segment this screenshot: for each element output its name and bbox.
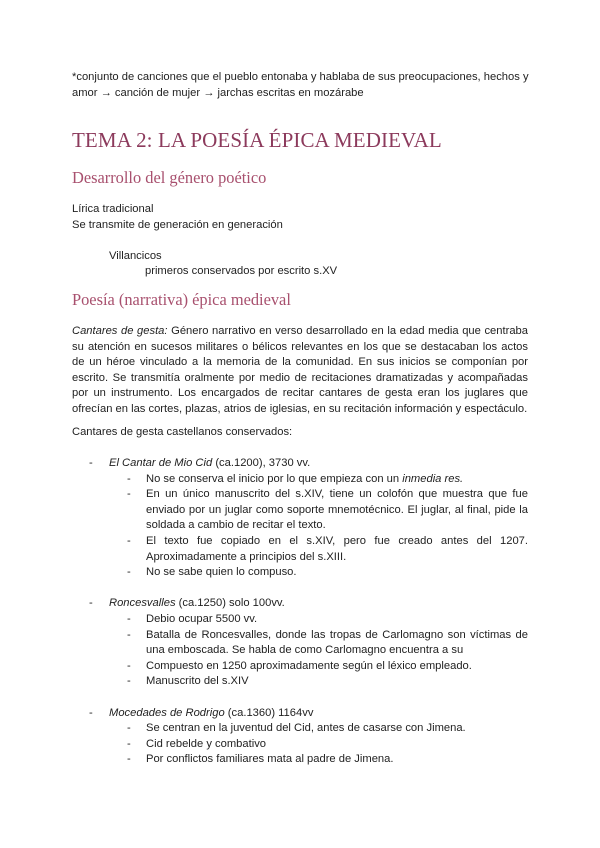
page-title: TEMA 2: LA POESÍA ÉPICA MEDIEVAL bbox=[72, 128, 442, 152]
definition-paragraph bbox=[72, 324, 528, 418]
point-text: No se sabe quien lo compuso. bbox=[146, 566, 297, 579]
section-desarrollo-body bbox=[72, 202, 528, 280]
list-item bbox=[109, 674, 528, 690]
point-text: Debio ocupar 5500 vv. bbox=[146, 612, 258, 625]
cantar-meta: (ca.1250) solo 100vv. bbox=[175, 597, 285, 610]
point-text: Batalla de Roncesvalles, donde las tropas de Carlomagno son víctimas de una emboscada. Se habla de como Carlomagno encuentra a su bbox=[146, 628, 528, 657]
transmision-line: Se transmite de generación en generación bbox=[72, 218, 283, 231]
definition-term: Cantares de gesta: bbox=[72, 325, 168, 337]
villancicos-note: primeros conservados por escrito s.XV bbox=[145, 265, 338, 278]
list-item bbox=[109, 737, 528, 753]
dash-marker: - bbox=[127, 566, 131, 579]
list-item bbox=[109, 487, 528, 534]
section-heading-poesia-epica: Poesía (narrativa) épica medieval bbox=[72, 290, 291, 309]
cantar-title: Roncesvalles bbox=[109, 597, 176, 610]
point-text: Cid rebelde y combativo bbox=[146, 737, 267, 750]
list-item bbox=[109, 721, 528, 737]
dash-marker: - bbox=[127, 628, 131, 641]
cantar-title: El Cantar de Mio Cid bbox=[109, 457, 213, 469]
section-heading-desarrollo: Desarrollo del género poético bbox=[72, 168, 267, 187]
dash-marker: - bbox=[89, 706, 93, 719]
definition-text: Género narrativo en verso desarrollado en la edad media que centraba su atención en sucesos militares o bélicos relevantes en los que se destacaban los actos de un héroe vinculado a la memoria de la comunidad. En sus inicios se componían por escrito. Se transmitía oralmente por medio de recitaciones dramatizadas y acompañadas por un instrumento. Los encargados de recitar cantares de gesta eran los juglares que ofrecían en las cortes, plazas, atrios de iglesias, en su recitación información y espectáculo. bbox=[72, 325, 528, 415]
cantar-title: Mocedades de Rodrigo bbox=[109, 706, 225, 719]
list-item-mio-cid bbox=[72, 456, 528, 581]
list-item bbox=[109, 472, 528, 488]
dash-marker: - bbox=[127, 675, 131, 688]
cantar-meta: (ca.1200), 3730 vv. bbox=[212, 457, 311, 469]
point-text: En un único manuscrito del s.XIV, tiene un colofón que muestra que fue enviado por un juglar como soporte mnemotécnico. El juglar, al final, pide la soldada a cambio de recitar el texto. bbox=[146, 488, 528, 532]
villancicos-line: Villancicos bbox=[109, 249, 162, 262]
dash-marker: - bbox=[89, 597, 93, 610]
dash-marker: - bbox=[127, 659, 131, 672]
list-item bbox=[109, 565, 528, 581]
dash-marker: - bbox=[127, 534, 131, 547]
list-item-roncesvalles bbox=[72, 596, 528, 690]
list-item bbox=[109, 612, 528, 628]
lirica-line: Lírica tradicional bbox=[72, 203, 154, 215]
point-text: El texto fue copiado en el s.XIV, pero fue creado antes del 1207. Aproximadamente a principios del s.XIII. bbox=[146, 534, 528, 563]
point-text: Se centran en la juventud del Cid, antes de casarse con Jimena. bbox=[146, 722, 466, 735]
sub-list bbox=[109, 612, 528, 690]
point-text: Por conflictos familiares mata al padre de Jimena. bbox=[146, 753, 394, 766]
point-text: Manuscrito del s.XIV bbox=[146, 675, 249, 688]
dash-marker: - bbox=[127, 753, 131, 766]
dash-marker: - bbox=[127, 488, 131, 501]
list-item-mocedades bbox=[72, 706, 528, 768]
cantar-meta: (ca.1360) 1164vv bbox=[224, 706, 314, 719]
point-text: Compuesto en 1250 aproximadamente según el léxico empleado. bbox=[146, 659, 472, 672]
sub-list bbox=[109, 472, 528, 581]
list-item bbox=[109, 752, 528, 768]
dash-marker: - bbox=[127, 722, 131, 735]
sub-list bbox=[109, 721, 528, 768]
dash-marker: - bbox=[127, 472, 131, 485]
cantares-list bbox=[72, 456, 528, 768]
dash-marker: - bbox=[89, 457, 93, 469]
point-emphasis: inmedia res. bbox=[402, 472, 464, 485]
dash-marker: - bbox=[127, 612, 131, 625]
dash-marker: - bbox=[127, 737, 131, 750]
list-item bbox=[109, 659, 528, 675]
intro-paragraph: *conjunto de canciones que el pueblo entonaba y hablaba de sus preocupaciones, hechos y amor → canción de mujer → jarchas escritas en mozárabe bbox=[72, 71, 529, 99]
list-item bbox=[109, 628, 528, 659]
list-intro: Cantares de gesta castellanos conservados: bbox=[72, 426, 293, 438]
point-text: No se conserva el inicio por lo que empieza con un bbox=[146, 472, 403, 485]
list-item bbox=[109, 534, 528, 565]
